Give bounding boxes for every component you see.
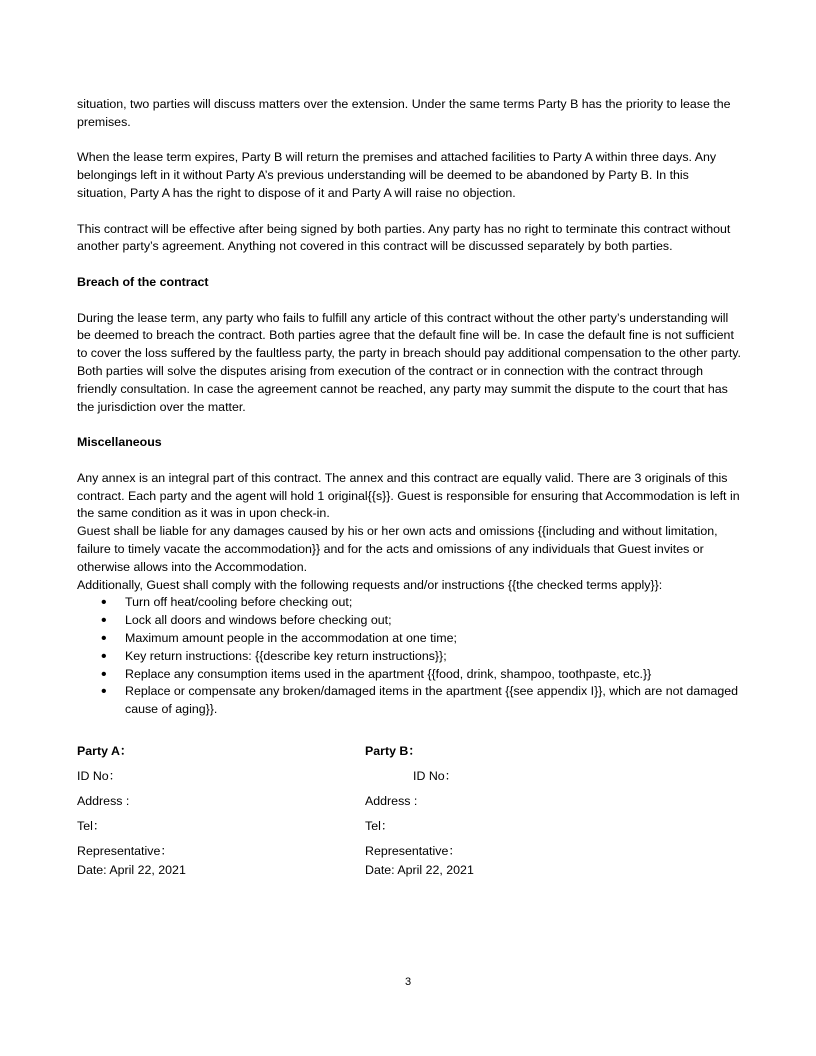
list-item: • Maximum amount people in the accommodation at one time; <box>125 630 741 648</box>
list-item: • Replace any consumption items used in the apartment {{food, drink, shampoo, toothpaste, etc.}} <box>125 666 741 684</box>
party-b-date: Date: April 22, 2021 <box>365 862 474 877</box>
paragraph-lease-expiry: When the lease term expires, Party B will return the premises and attached facilities to Party A within three days. Any belongings left in it without Party A’s previous understanding will be deemed to be abandoned by Party B. In this situation, Party A has the right to dispose of it and Party A will raise no objection. <box>77 150 717 200</box>
heading-miscellaneous: Miscellaneous <box>77 435 162 450</box>
party-b-representative: Representative： <box>365 843 461 858</box>
party-a-tel: Tel： <box>77 818 106 833</box>
paragraph-annex: Any annex is an integral part of this contract. The annex and this contract are equally valid. There are 3 originals of this contract. Each party and the agent will hold 1 original{{s}}. Guest is responsible for ensuring that Accommodation is left in the same condition as it was in upon check-in. <box>77 470 740 521</box>
paragraph-breach-fine: During the lease term, any party who fails to fulfill any article of this contract without the other party’s understanding will be deemed to breach the contract. Both parties agree that the default fine will be. In case the default fine is not sufficient to cover the loss suffered by the faultless party, the party in breach should pay additional compensation to the other party. <box>77 310 741 361</box>
instructions-list <box>77 594 741 719</box>
party-a-id: ID No： <box>77 768 122 783</box>
party-a-title: Party A： <box>77 743 133 758</box>
document-body <box>77 96 741 887</box>
party-b-tel: Tel： <box>365 818 394 833</box>
paragraph-effective: This contract will be effective after being signed by both parties. Any party has no right to terminate this contract without another party’s agreement. Anything not covered in this contract will be discussed separately by both parties. <box>77 221 731 254</box>
list-item: • Lock all doors and windows before checking out; <box>125 612 741 630</box>
paragraph-breach-disputes: Both parties will solve the disputes arising from execution of the contract or in connection with the contract through friendly consultation. In case the agreement cannot be reached, any party may summit the dispute to the court that has the jurisdiction over the matter. <box>77 363 728 414</box>
party-b-id: ID No： <box>413 768 458 783</box>
party-a-address: Address : <box>77 793 130 808</box>
heading-breach: Breach of the contract <box>77 274 209 289</box>
party-a-representative: Representative： <box>77 843 173 858</box>
paragraph-instructions: Additionally, Guest shall comply with the following requests and/or instructions {{the checked terms apply}}: <box>77 577 663 592</box>
party-b-address: Address : <box>365 793 418 808</box>
list-item: • Replace or compensate any broken/damaged items in the apartment {{see appendix I}}, which are not damaged cause of aging}}. <box>125 683 741 719</box>
list-item: • Key return instructions: {{describe key return instructions}}; <box>125 648 741 666</box>
signature-block <box>77 743 741 887</box>
list-item: • Turn off heat/cooling before checking out; <box>125 594 741 612</box>
party-b-title: Party B： <box>365 743 421 758</box>
paragraph-extension: situation, two parties will discuss matters over the extension. Under the same terms Party B has the priority to lease the premises. <box>77 97 731 129</box>
page-number: 3 <box>404 976 412 988</box>
party-a-date: Date: April 22, 2021 <box>77 862 186 877</box>
paragraph-liability: Guest shall be liable for any damages caused by his or her own acts and omissions {{including and without limitation, failure to timely vacate the accommodation}} and for the acts and omissions of any individuals that Guest invites or otherwise allows into the Accommodation. <box>77 524 718 574</box>
